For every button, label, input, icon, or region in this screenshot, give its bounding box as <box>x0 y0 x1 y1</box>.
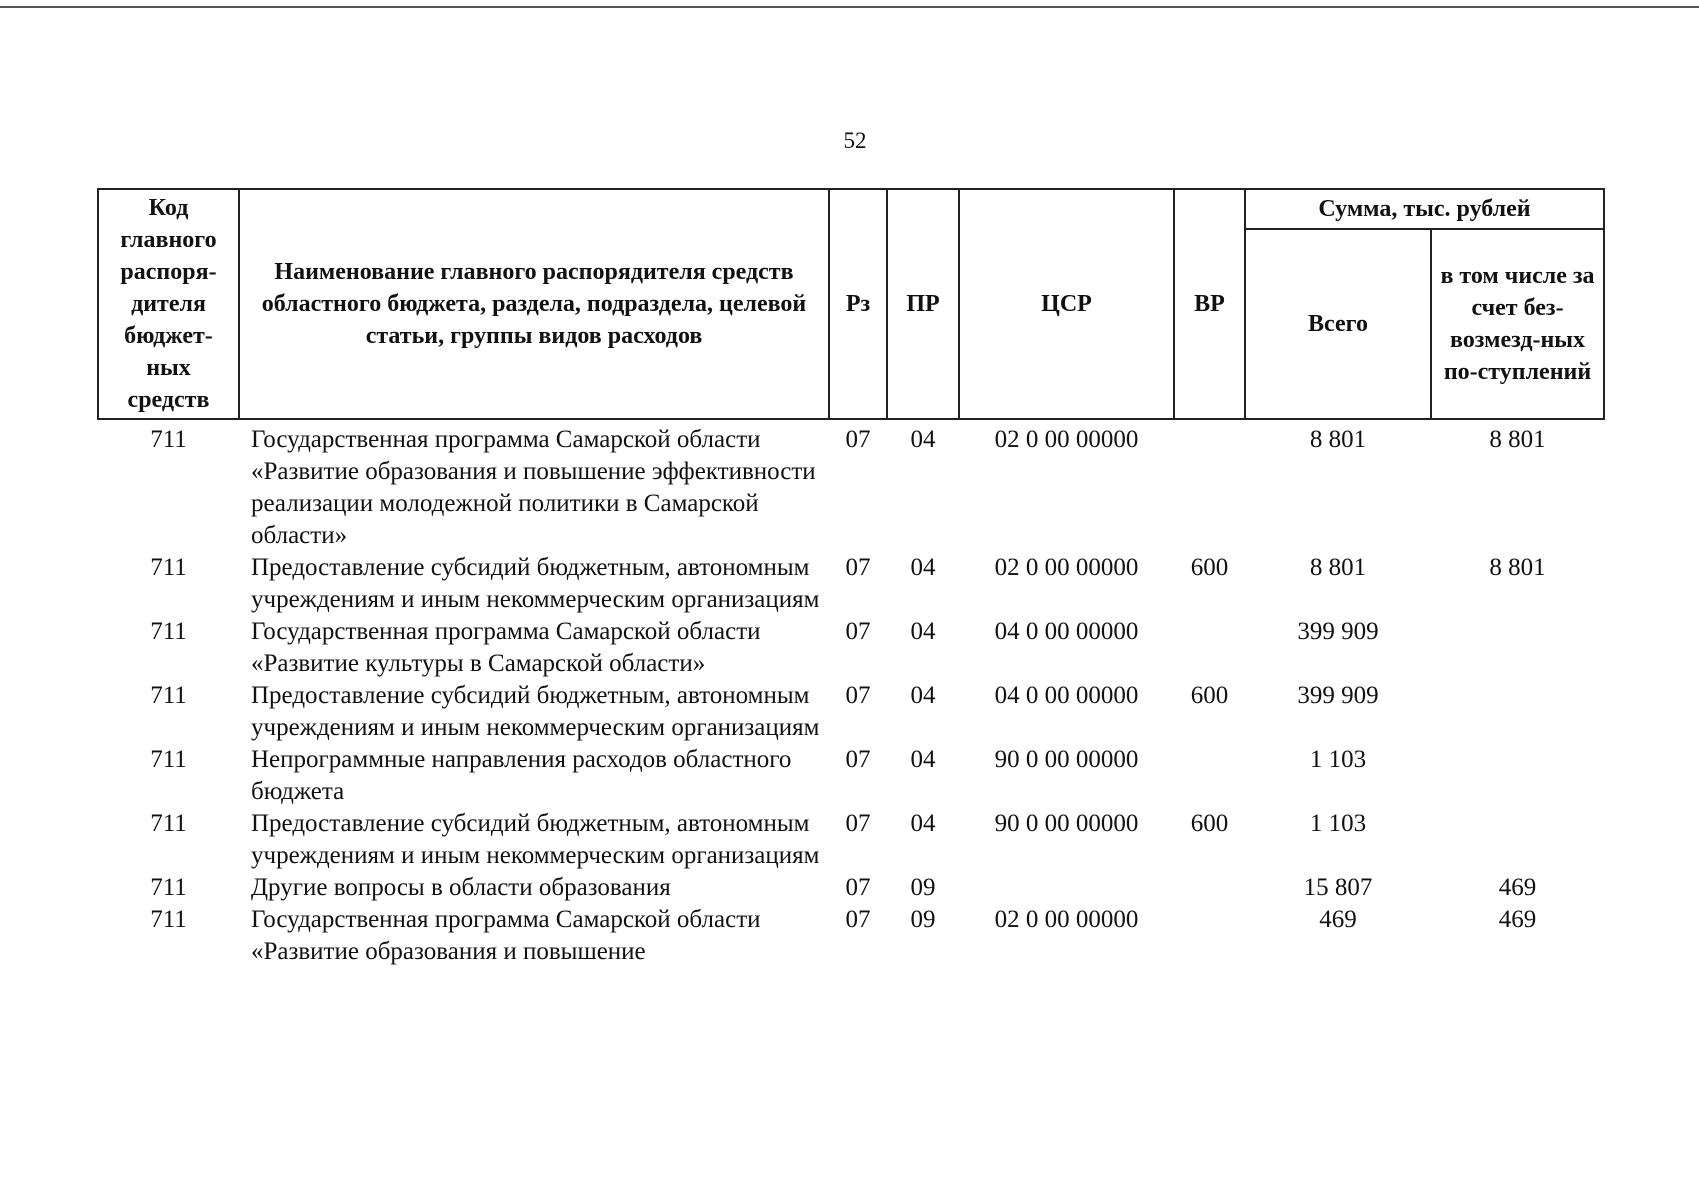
cell-code: 711 <box>150 874 187 901</box>
table-body <box>98 419 1604 968</box>
cell-rz: 07 <box>845 618 871 645</box>
cell-vr <box>1174 744 1245 808</box>
header-rz: Рз <box>829 189 887 419</box>
cell-code: 711 <box>150 906 187 933</box>
cell-name: Государственная программа Самарской области «Развитие образования и повышение <box>251 906 761 965</box>
budget-table <box>97 188 1605 968</box>
cell-vr <box>1174 872 1245 904</box>
table-row <box>98 744 1604 808</box>
cell-name: Предоставление субсидий бюджетным, автономным учреждениям и иным некоммерческим организациям <box>251 810 820 869</box>
header-sum-group: Сумма, тыс. рублей <box>1245 189 1604 229</box>
table-row <box>98 680 1604 744</box>
cell-free <box>1431 808 1604 872</box>
cell-name: Предоставление субсидий бюджетным, автономным учреждениям и иным некоммерческим организациям <box>251 682 820 741</box>
cell-pr: 04 <box>910 426 936 453</box>
scan-border-line <box>0 0 1699 8</box>
header-csr: ЦСР <box>959 189 1174 419</box>
cell-code: 711 <box>150 682 187 709</box>
header-total: Всего <box>1245 229 1431 419</box>
cell-pr: 04 <box>910 554 936 581</box>
cell-vr: 600 <box>1190 810 1229 837</box>
cell-pr: 04 <box>910 746 936 773</box>
cell-name: Другие вопросы в области образования <box>251 874 671 901</box>
cell-pr: 09 <box>910 874 936 901</box>
cell-code: 711 <box>150 746 187 773</box>
cell-csr: 02 0 00 00000 <box>994 426 1139 453</box>
cell-name: Государственная программа Самарской области «Развитие культуры в Самарской области» <box>251 618 761 677</box>
cell-total: 469 <box>1319 906 1357 933</box>
cell-csr: 04 0 00 00000 <box>994 618 1139 645</box>
cell-total: 1 103 <box>1309 810 1367 837</box>
cell-total: 399 909 <box>1297 682 1379 709</box>
cell-csr: 02 0 00 00000 <box>994 554 1139 581</box>
table-row <box>98 552 1604 616</box>
cell-pr: 04 <box>910 618 936 645</box>
header-free: в том числе за счет без-возмезд-ных по-ступлений <box>1431 229 1604 419</box>
header-vr: ВР <box>1174 189 1245 419</box>
cell-rz: 07 <box>845 682 871 709</box>
cell-code: 711 <box>150 426 187 453</box>
cell-rz: 07 <box>845 426 871 453</box>
cell-free: 469 <box>1498 874 1537 901</box>
cell-free <box>1431 744 1604 808</box>
cell-name: Непрограммные направления расходов областного бюджета <box>251 746 792 805</box>
cell-total: 1 103 <box>1309 746 1367 773</box>
cell-csr: 90 0 00 00000 <box>994 746 1139 773</box>
cell-code: 711 <box>150 554 187 581</box>
cell-vr <box>1174 904 1245 968</box>
header-pr: ПР <box>887 189 959 419</box>
cell-code: 711 <box>150 810 187 837</box>
cell-vr <box>1174 419 1245 552</box>
cell-pr: 04 <box>910 810 936 837</box>
cell-pr: 09 <box>910 906 936 933</box>
cell-code: 711 <box>150 618 187 645</box>
cell-csr: 90 0 00 00000 <box>994 810 1139 837</box>
table-row <box>98 904 1604 968</box>
cell-vr <box>1174 616 1245 680</box>
cell-rz: 07 <box>845 746 871 773</box>
cell-total: 8 801 <box>1309 554 1367 581</box>
cell-total: 399 909 <box>1297 618 1379 645</box>
table-row <box>98 808 1604 872</box>
cell-pr: 04 <box>910 682 936 709</box>
cell-free <box>1431 680 1604 744</box>
cell-csr <box>959 872 1174 904</box>
cell-name: Государственная программа Самарской области «Развитие образования и повышение эффективности реализации молодежной политики в Самарской области» <box>251 426 816 549</box>
table-header <box>98 189 1604 419</box>
cell-rz: 07 <box>845 810 871 837</box>
cell-total: 8 801 <box>1309 426 1367 453</box>
cell-total: 15 807 <box>1303 874 1373 901</box>
cell-vr: 600 <box>1190 554 1229 581</box>
cell-rz: 07 <box>845 874 871 901</box>
header-name: Наименование главного распорядителя средств областного бюджета, раздела, подраздела, целевой статьи, группы видов расходов <box>239 189 829 419</box>
cell-free: 8 801 <box>1489 426 1546 453</box>
cell-rz: 07 <box>845 906 871 933</box>
table-row <box>98 872 1604 904</box>
table-row <box>98 419 1604 552</box>
cell-csr: 04 0 00 00000 <box>994 682 1139 709</box>
cell-free: 8 801 <box>1489 554 1546 581</box>
cell-csr: 02 0 00 00000 <box>994 906 1139 933</box>
cell-vr: 600 <box>1190 682 1229 709</box>
header-code: Код главного распоря-дителя бюджет-ных средств <box>98 189 239 419</box>
cell-name: Предоставление субсидий бюджетным, автономным учреждениям и иным некоммерческим организациям <box>251 554 820 613</box>
table-row <box>98 616 1604 680</box>
cell-free: 469 <box>1498 906 1537 933</box>
cell-free <box>1431 616 1604 680</box>
cell-rz: 07 <box>845 554 871 581</box>
page-number: 52 <box>843 128 867 153</box>
